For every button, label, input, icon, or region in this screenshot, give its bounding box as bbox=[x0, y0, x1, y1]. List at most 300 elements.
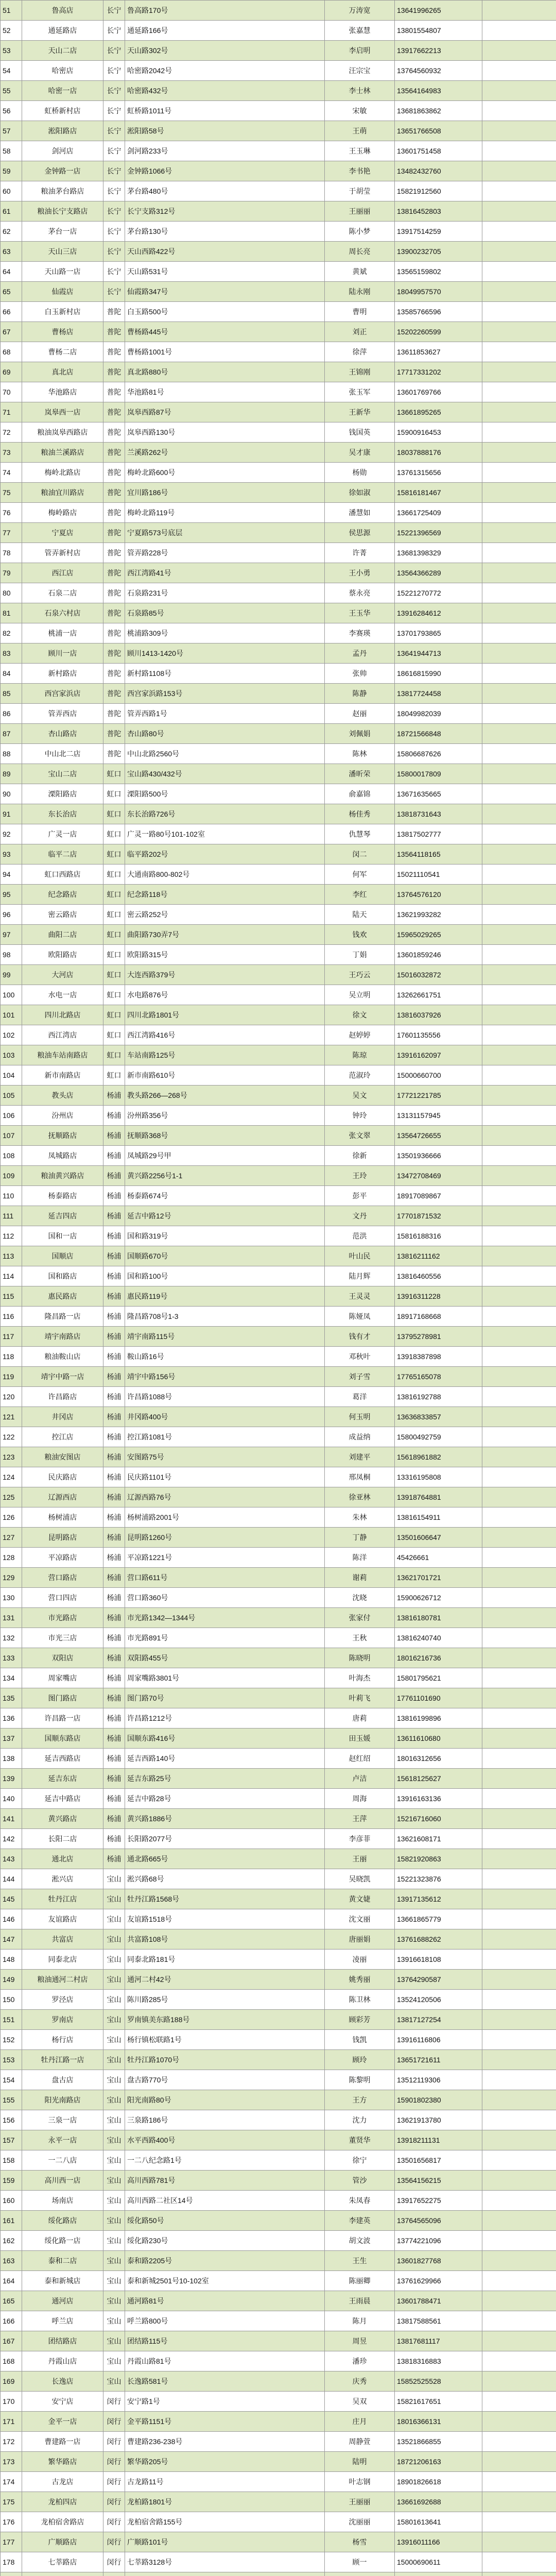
address: 兰溪路262号 bbox=[125, 443, 325, 463]
blank-cell bbox=[482, 2030, 556, 2050]
phone-number: 13601751458 bbox=[395, 141, 482, 161]
store-name: 东长治店 bbox=[22, 804, 103, 824]
contact-person: 徐新 bbox=[325, 1146, 395, 1166]
row-number: 109 bbox=[1, 1166, 22, 1186]
address: 牡丹江路1070号 bbox=[125, 2050, 325, 2070]
phone-number: 13916311228 bbox=[395, 1286, 482, 1307]
address: 安宁路1号 bbox=[125, 2392, 325, 2412]
district: 宝山 bbox=[103, 2351, 125, 2371]
row-number: 99 bbox=[1, 965, 22, 985]
table-row bbox=[1, 1849, 556, 1869]
address: 曲阳路730弄7号 bbox=[125, 925, 325, 945]
contact-person: 汪宗宝 bbox=[325, 61, 395, 81]
phone-number: 18016312656 bbox=[395, 1749, 482, 1769]
table-row bbox=[1, 1789, 556, 1809]
table-row bbox=[1, 1809, 556, 1829]
table-row bbox=[1, 2090, 556, 2110]
phone-number: 18616815990 bbox=[395, 664, 482, 684]
district: 虹口 bbox=[103, 965, 125, 985]
blank-cell bbox=[482, 1648, 556, 1668]
district: 杨浦 bbox=[103, 1708, 125, 1728]
contact-person: 王丽 bbox=[325, 1849, 395, 1869]
row-number: 97 bbox=[1, 925, 22, 945]
district: 宝山 bbox=[103, 2150, 125, 2171]
contact-person: 范淑玲 bbox=[325, 1065, 395, 1086]
store-name: 桃浦一店 bbox=[22, 623, 103, 643]
phone-number: 15900626712 bbox=[395, 1588, 482, 1608]
address: 宝山路430/432号 bbox=[125, 764, 325, 784]
store-name: 顾川一店 bbox=[22, 643, 103, 664]
blank-cell bbox=[482, 141, 556, 161]
row-number: 63 bbox=[1, 242, 22, 262]
address: 通河二村42号 bbox=[125, 1970, 325, 1990]
address: 陈川路285号 bbox=[125, 1990, 325, 2010]
contact-person: 潘珍 bbox=[325, 2351, 395, 2371]
contact-person: 陈月 bbox=[325, 2311, 395, 2331]
blank-cell bbox=[482, 201, 556, 222]
phone-number: 15801795621 bbox=[395, 1668, 482, 1688]
district: 虹口 bbox=[103, 844, 125, 865]
store-name: 剑河店 bbox=[22, 141, 103, 161]
contact-person: 侯思源 bbox=[325, 523, 395, 543]
table-row bbox=[1, 2010, 556, 2030]
contact-person: 仇慧琴 bbox=[325, 824, 395, 844]
district: 杨浦 bbox=[103, 1266, 125, 1286]
store-name: 罗泾店 bbox=[22, 1990, 103, 2010]
store-name: 曹杨二店 bbox=[22, 342, 103, 362]
blank-cell bbox=[482, 1025, 556, 1045]
district: 长宁 bbox=[103, 21, 125, 41]
address: 国和路100号 bbox=[125, 1266, 325, 1286]
store-name: 天山三店 bbox=[22, 242, 103, 262]
row-number: 114 bbox=[1, 1266, 22, 1286]
row-number: 56 bbox=[1, 101, 22, 121]
address: 安图路75号 bbox=[125, 1447, 325, 1467]
contact-person: 杨勋 bbox=[325, 463, 395, 483]
address: 团结路115号 bbox=[125, 2331, 325, 2351]
contact-person: 吴双 bbox=[325, 2392, 395, 2412]
blank-cell bbox=[482, 121, 556, 141]
contact-person: 沈力 bbox=[325, 2110, 395, 2130]
table-row bbox=[1, 1568, 556, 1588]
district: 杨浦 bbox=[103, 1467, 125, 1487]
address: 哈密路432号 bbox=[125, 81, 325, 101]
table-row bbox=[1, 1367, 556, 1387]
phone-number: 13918387898 bbox=[395, 1347, 482, 1367]
phone-number: 15965029265 bbox=[395, 925, 482, 945]
address: 岚皋西路130号 bbox=[125, 422, 325, 443]
district: 杨浦 bbox=[103, 1668, 125, 1688]
row-number: 117 bbox=[1, 1327, 22, 1347]
district: 宝山 bbox=[103, 2171, 125, 2191]
district: 闵行 bbox=[103, 2532, 125, 2552]
blank-cell bbox=[482, 2492, 556, 2512]
blank-cell bbox=[482, 181, 556, 201]
row-number: 148 bbox=[1, 1950, 22, 1970]
phone-number: 15801613641 bbox=[395, 2512, 482, 2532]
store-name: 粮油安图店 bbox=[22, 1447, 103, 1467]
row-number: 141 bbox=[1, 1809, 22, 1829]
store-name: 新村路店 bbox=[22, 664, 103, 684]
phone-number: 13816192788 bbox=[395, 1387, 482, 1407]
contact-person: 王生 bbox=[325, 2251, 395, 2271]
store-name: 井冈店 bbox=[22, 1407, 103, 1427]
address: 黄兴路2256号1-1 bbox=[125, 1166, 325, 1186]
row-number: 135 bbox=[1, 1688, 22, 1708]
table-row bbox=[1, 1548, 556, 1568]
table-row bbox=[1, 1588, 556, 1608]
district: 普陀 bbox=[103, 483, 125, 503]
address: 控江路1081号 bbox=[125, 1427, 325, 1447]
contact-person: 胡文波 bbox=[325, 2231, 395, 2251]
phone-number: 13917662213 bbox=[395, 41, 482, 61]
store-name: 昆明路店 bbox=[22, 1528, 103, 1548]
store-name: 杨泰路店 bbox=[22, 1186, 103, 1206]
district: 宝山 bbox=[103, 1970, 125, 1990]
contact-person: 刘正 bbox=[325, 322, 395, 342]
district: 闵行 bbox=[103, 2512, 125, 2532]
contact-person: 许菁 bbox=[325, 543, 395, 563]
district: 长宁 bbox=[103, 161, 125, 181]
store-name: 抚顺路店 bbox=[22, 1126, 103, 1146]
address: 曹杨路445号 bbox=[125, 322, 325, 342]
row-number: 151 bbox=[1, 2010, 22, 2030]
address: 延吉西路140号 bbox=[125, 1749, 325, 1769]
blank-cell bbox=[482, 322, 556, 342]
store-name: 繁华路店 bbox=[22, 2452, 103, 2472]
store-name: 国和一店 bbox=[22, 1226, 103, 1246]
table-row bbox=[1, 61, 556, 81]
blank-cell bbox=[482, 2090, 556, 2110]
phone-number: 13900232705 bbox=[395, 242, 482, 262]
address: 延吉中路12号 bbox=[125, 1206, 325, 1226]
contact-person: 陈琼 bbox=[325, 1045, 395, 1065]
phone-number: 13816211162 bbox=[395, 1246, 482, 1266]
contact-person: 叶志钢 bbox=[325, 2472, 395, 2492]
contact-person: 陆永刚 bbox=[325, 282, 395, 302]
table-row bbox=[1, 2211, 556, 2231]
phone-number: 13761629966 bbox=[395, 2271, 482, 2291]
table-row bbox=[1, 2512, 556, 2532]
contact-person: 丁娟 bbox=[325, 945, 395, 965]
address: 绥化路230号 bbox=[125, 2231, 325, 2251]
district: 长宁 bbox=[103, 81, 125, 101]
district: 长宁 bbox=[103, 242, 125, 262]
contact-person: 周海 bbox=[325, 1789, 395, 1809]
contact-person: 王雨晨 bbox=[325, 2291, 395, 2311]
table-row bbox=[1, 1327, 556, 1347]
blank-cell bbox=[482, 844, 556, 865]
phone-number: 13917514259 bbox=[395, 222, 482, 242]
row-number: 175 bbox=[1, 2492, 22, 2512]
table-row bbox=[1, 1226, 556, 1246]
store-name: 仙霞店 bbox=[22, 282, 103, 302]
district: 杨浦 bbox=[103, 1809, 125, 1829]
blank-cell bbox=[482, 824, 556, 844]
row-number: 102 bbox=[1, 1025, 22, 1045]
blank-cell bbox=[482, 2070, 556, 2090]
blank-cell bbox=[482, 1106, 556, 1126]
row-number: 128 bbox=[1, 1548, 22, 1568]
district: 杨浦 bbox=[103, 1568, 125, 1588]
blank-cell bbox=[482, 1487, 556, 1507]
row-number: 125 bbox=[1, 1487, 22, 1507]
table-row bbox=[1, 1990, 556, 2010]
district: 宝山 bbox=[103, 2371, 125, 2392]
contact-person: 钱凯 bbox=[325, 2030, 395, 2050]
contact-person: 李启明 bbox=[325, 41, 395, 61]
store-name: 广灵一店 bbox=[22, 824, 103, 844]
address: 西江湾路416号 bbox=[125, 1025, 325, 1045]
district: 虹口 bbox=[103, 865, 125, 885]
district: 长宁 bbox=[103, 61, 125, 81]
store-name: 靖宇中路一店 bbox=[22, 1367, 103, 1387]
phone-number: 17717331202 bbox=[395, 362, 482, 382]
address: 仙霞路347号 bbox=[125, 282, 325, 302]
store-name: 粮油岚皋西路店 bbox=[22, 422, 103, 443]
phone-number: 15852525528 bbox=[395, 2371, 482, 2392]
table-row bbox=[1, 1708, 556, 1728]
blank-cell bbox=[482, 523, 556, 543]
store-name: 汾州店 bbox=[22, 1106, 103, 1126]
address: 欧阳路315号 bbox=[125, 945, 325, 965]
contact-person: 黄斌 bbox=[325, 262, 395, 282]
table-row bbox=[1, 704, 556, 724]
contact-person: 黄文婕 bbox=[325, 1889, 395, 1909]
contact-person: 陆明 bbox=[325, 2452, 395, 2472]
contact-person: 陈小梦 bbox=[325, 222, 395, 242]
row-number: 79 bbox=[1, 563, 22, 583]
phone-number: 13621701721 bbox=[395, 1568, 482, 1588]
district: 普陀 bbox=[103, 704, 125, 724]
phone-number: 17765165078 bbox=[395, 1367, 482, 1387]
address: 通河路81号 bbox=[125, 2291, 325, 2311]
table-row bbox=[1, 1688, 556, 1708]
contact-person: 沈文丽 bbox=[325, 1909, 395, 1929]
store-name: 鲁高店 bbox=[22, 1, 103, 21]
address: 水平西路400号 bbox=[125, 2130, 325, 2150]
address: 广灵一路80号101-102室 bbox=[125, 824, 325, 844]
contact-person: 王玉华 bbox=[325, 603, 395, 623]
district: 虹口 bbox=[103, 1025, 125, 1045]
blank-cell bbox=[482, 764, 556, 784]
address: 新村路1108号 bbox=[125, 664, 325, 684]
district: 杨浦 bbox=[103, 1829, 125, 1849]
store-name: 新市南路店 bbox=[22, 1065, 103, 1086]
store-name: 延吉西路店 bbox=[22, 1749, 103, 1769]
store-name: 辽源西店 bbox=[22, 1487, 103, 1507]
district: 杨浦 bbox=[103, 1387, 125, 1407]
phone-number: 15816181467 bbox=[395, 483, 482, 503]
contact-person: 卢洁 bbox=[325, 1769, 395, 1789]
row-number: 77 bbox=[1, 523, 22, 543]
blank-cell bbox=[482, 2512, 556, 2532]
phone-number: 13795278981 bbox=[395, 1327, 482, 1347]
address: 东长治路726号 bbox=[125, 804, 325, 824]
store-name: 友谊路店 bbox=[22, 1909, 103, 1929]
row-number: 172 bbox=[1, 2432, 22, 2452]
row-number: 105 bbox=[1, 1086, 22, 1106]
phone-number: 13918211131 bbox=[395, 2130, 482, 2150]
row-number: 58 bbox=[1, 141, 22, 161]
store-name: 粮油车站南路店 bbox=[22, 1045, 103, 1065]
store-name: 市光三店 bbox=[22, 1628, 103, 1648]
store-name: 长逸店 bbox=[22, 2371, 103, 2392]
store-name: 古龙店 bbox=[22, 2472, 103, 2492]
phone-number: 13565159802 bbox=[395, 262, 482, 282]
table-row bbox=[1, 141, 556, 161]
table-row bbox=[1, 844, 556, 865]
table-row bbox=[1, 1749, 556, 1769]
table-row bbox=[1, 1869, 556, 1889]
blank-cell bbox=[482, 2171, 556, 2191]
district: 虹口 bbox=[103, 764, 125, 784]
district: 虹口 bbox=[103, 885, 125, 905]
store-name: 哈密一店 bbox=[22, 81, 103, 101]
contact-person: 周静萱 bbox=[325, 2432, 395, 2452]
store-name: 粮油鞍山店 bbox=[22, 1347, 103, 1367]
blank-cell bbox=[482, 985, 556, 1005]
district bbox=[103, 2572, 125, 2576]
store-name: 牡丹江店 bbox=[22, 1889, 103, 1909]
address: 昆明路1260号 bbox=[125, 1528, 325, 1548]
table-row bbox=[1, 1889, 556, 1909]
district: 普陀 bbox=[103, 443, 125, 463]
contact-person: 彭平 bbox=[325, 1186, 395, 1206]
row-number: 123 bbox=[1, 1447, 22, 1467]
contact-person: 朱凤春 bbox=[325, 2191, 395, 2211]
district: 普陀 bbox=[103, 402, 125, 422]
store-name: 曲阳二店 bbox=[22, 925, 103, 945]
district: 杨浦 bbox=[103, 1407, 125, 1427]
district: 虹口 bbox=[103, 1065, 125, 1086]
blank-cell bbox=[482, 1045, 556, 1065]
district: 宝山 bbox=[103, 2090, 125, 2110]
contact-person: 顾玲 bbox=[325, 2050, 395, 2070]
phone-number: 18049982039 bbox=[395, 704, 482, 724]
district: 普陀 bbox=[103, 422, 125, 443]
district: 长宁 bbox=[103, 262, 125, 282]
row-number: 78 bbox=[1, 543, 22, 563]
blank-cell bbox=[482, 1829, 556, 1849]
blank-cell bbox=[482, 1708, 556, 1728]
phone-number: 15221323876 bbox=[395, 1869, 482, 1889]
contact-person: 何军 bbox=[325, 865, 395, 885]
blank-cell bbox=[482, 2211, 556, 2231]
row-number: 169 bbox=[1, 2371, 22, 2392]
district: 宝山 bbox=[103, 2211, 125, 2231]
table-row bbox=[1, 1970, 556, 1990]
contact-person bbox=[325, 2572, 395, 2576]
phone-number: 13651766508 bbox=[395, 121, 482, 141]
phone-number: 18016216736 bbox=[395, 1648, 482, 1668]
row-number: 178 bbox=[1, 2552, 22, 2572]
table-row bbox=[1, 2130, 556, 2150]
blank-cell bbox=[482, 1307, 556, 1327]
address: 石泉路85号 bbox=[125, 603, 325, 623]
store-name: 双阳店 bbox=[22, 1648, 103, 1668]
address: 靖宇中路156号 bbox=[125, 1367, 325, 1387]
phone-number: 13917652275 bbox=[395, 2191, 482, 2211]
district: 宝山 bbox=[103, 2291, 125, 2311]
phone-number: 15821617651 bbox=[395, 2392, 482, 2412]
blank-cell bbox=[482, 1809, 556, 1829]
store-name: 管弄新村店 bbox=[22, 543, 103, 563]
table-row bbox=[1, 925, 556, 945]
store-name: 四川北路店 bbox=[22, 1005, 103, 1025]
contact-person: 李书艳 bbox=[325, 161, 395, 181]
district: 普陀 bbox=[103, 563, 125, 583]
store-name: 共富店 bbox=[22, 1929, 103, 1950]
phone-number: 13564118165 bbox=[395, 844, 482, 865]
phone-number: 13564156215 bbox=[395, 2171, 482, 2191]
address: 顾川1413-1420号 bbox=[125, 643, 325, 664]
row-number: 130 bbox=[1, 1588, 22, 1608]
table-row bbox=[1, 2572, 556, 2576]
address: 大连西路379号 bbox=[125, 965, 325, 985]
row-number: 153 bbox=[1, 2050, 22, 2070]
table-row bbox=[1, 2371, 556, 2392]
district: 虹口 bbox=[103, 824, 125, 844]
district: 普陀 bbox=[103, 302, 125, 322]
store-name: 金钟路一店 bbox=[22, 161, 103, 181]
row-number: 81 bbox=[1, 603, 22, 623]
table-row bbox=[1, 2150, 556, 2171]
blank-cell bbox=[482, 2371, 556, 2392]
blank-cell bbox=[482, 422, 556, 443]
row-number: 87 bbox=[1, 724, 22, 744]
phone-number: 13916011166 bbox=[395, 2532, 482, 2552]
district: 闵行 bbox=[103, 2392, 125, 2412]
contact-person: 刘建平 bbox=[325, 1447, 395, 1467]
contact-person: 赵红绍 bbox=[325, 1749, 395, 1769]
contact-person: 文丹 bbox=[325, 1206, 395, 1226]
row-number: 85 bbox=[1, 684, 22, 704]
phone-number: 13764565096 bbox=[395, 2211, 482, 2231]
store-name: 三泉一店 bbox=[22, 2110, 103, 2130]
phone-number: 13661865779 bbox=[395, 1909, 482, 1929]
blank-cell bbox=[482, 2472, 556, 2492]
blank-cell bbox=[482, 342, 556, 362]
phone-number: 13701793865 bbox=[395, 623, 482, 643]
address: 茅台路130号 bbox=[125, 222, 325, 242]
phone-number: 15618961882 bbox=[395, 1447, 482, 1467]
phone-number: 13482432760 bbox=[395, 161, 482, 181]
table-row bbox=[1, 2030, 556, 2050]
phone-number: 13681398329 bbox=[395, 543, 482, 563]
address: 延吉东路25号 bbox=[125, 1769, 325, 1789]
row-number: 129 bbox=[1, 1568, 22, 1588]
district: 宝山 bbox=[103, 2271, 125, 2291]
contact-person: 刘佩娟 bbox=[325, 724, 395, 744]
blank-cell bbox=[482, 1507, 556, 1528]
district: 宝山 bbox=[103, 2231, 125, 2251]
blank-cell bbox=[482, 603, 556, 623]
table-row bbox=[1, 201, 556, 222]
table-row bbox=[1, 2552, 556, 2572]
table-row bbox=[1, 1307, 556, 1327]
table-row bbox=[1, 1186, 556, 1206]
blank-cell bbox=[482, 1387, 556, 1407]
district: 普陀 bbox=[103, 684, 125, 704]
contact-person: 王秋 bbox=[325, 1628, 395, 1648]
phone-number: 13501936666 bbox=[395, 1146, 482, 1166]
address: 双阳路455号 bbox=[125, 1648, 325, 1668]
district: 普陀 bbox=[103, 543, 125, 563]
row-number: 120 bbox=[1, 1387, 22, 1407]
phone-number: 15221396569 bbox=[395, 523, 482, 543]
row-number: 138 bbox=[1, 1749, 22, 1769]
